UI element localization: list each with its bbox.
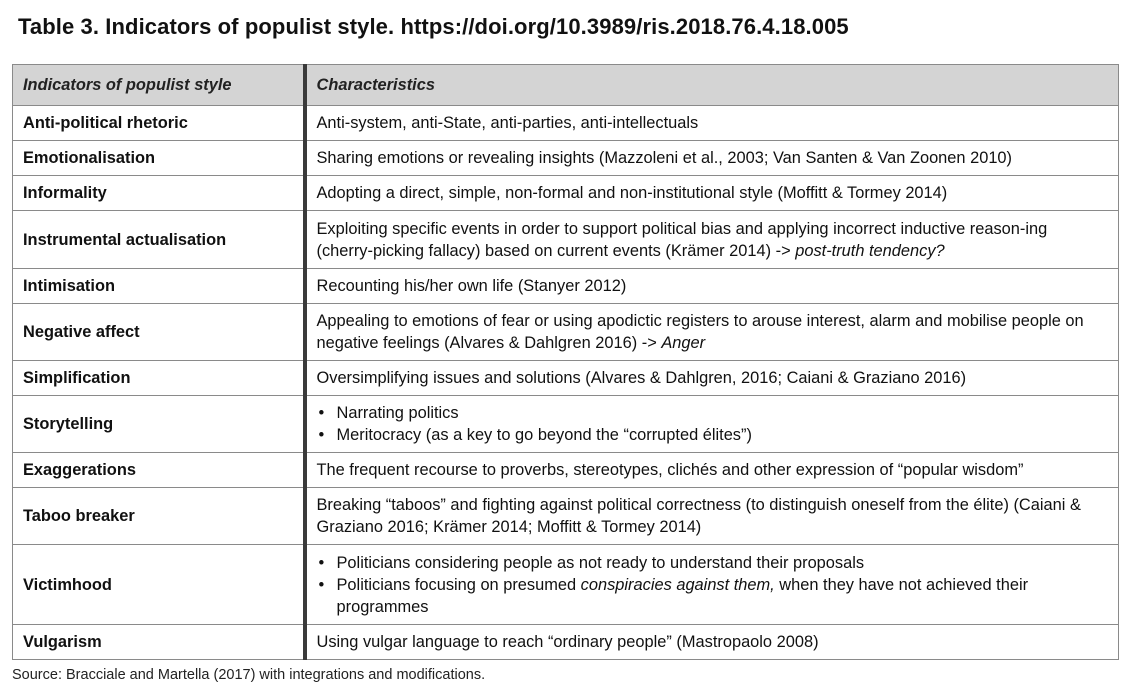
bullet-emphasis: conspiracies against them, <box>580 575 775 594</box>
characteristic-text: Appealing to emotions of fear or using apodictic registers to arouse interest, alarm and mobilise people on negative feelings (Alvares & Dahlgren 2016) -> <box>316 312 1084 352</box>
table-row <box>13 176 1119 211</box>
indicator-cell: Negative affect <box>13 304 305 361</box>
characteristic-cell: Breaking “taboos” and fighting against political correctness (to distinguish oneself from the élite) (Caiani & Graziano 2016; Krämer 2014; Moffitt & Tormey 2014) <box>305 488 1119 545</box>
source-note: Source: Bracciale and Martella (2017) with integrations and modifications. <box>12 667 486 683</box>
characteristic-text: Exploiting specific events in order to support political bias and applying incorrect inductive reason-ing (cherry-picking fallacy) based on current events (Krämer 2014) -> <box>316 219 1048 260</box>
bullet-text-tail: when they have not achieved their programmes <box>336 575 1029 616</box>
indicator-cell: Simplification <box>13 361 305 396</box>
table-row <box>13 545 1119 625</box>
characteristic-cell: The frequent recourse to proverbs, stereotypes, clichés and other expression of “popular wisdom” <box>305 453 1119 488</box>
bullet-item: • Meritocracy (as a key to go beyond the “corrupted élites”) <box>317 424 1109 446</box>
characteristic-cell: Adopting a direct, simple, non-formal and non-institutional style (Moffitt & Tormey 2014) <box>305 176 1119 211</box>
table-row <box>13 211 1119 269</box>
bullet-item <box>317 574 1109 618</box>
bullet-text: Politicians focusing on presumed <box>336 575 581 594</box>
table-row <box>13 625 1119 660</box>
indicator-cell: Instrumental actualisation <box>13 211 305 269</box>
table-row <box>13 141 1119 176</box>
indicator-cell: Victimhood <box>13 545 305 625</box>
characteristic-cell: Anti-system, anti-State, anti-parties, anti-intellectuals <box>305 106 1119 141</box>
characteristic-cell: Sharing emotions or revealing insights (Mazzoleni et al., 2003; Van Santen & Van Zoonen 2010) <box>305 141 1119 176</box>
characteristic-cell: Oversimplifying issues and solutions (Alvares & Dahlgren, 2016; Caiani & Graziano 2016) <box>305 361 1119 396</box>
indicator-cell: Intimisation <box>13 269 305 304</box>
header-characteristics: Characteristics <box>305 65 1119 106</box>
table-row <box>13 488 1119 545</box>
table-row <box>13 269 1119 304</box>
indicator-cell: Informality <box>13 176 305 211</box>
bullet-list <box>317 402 1109 446</box>
characteristic-cell <box>305 304 1119 361</box>
table-title: Table 3. Indicators of populist style. https://doi.org/10.3989/ris.2018.76.4.18.005 <box>18 14 849 39</box>
bullet-list <box>317 552 1109 618</box>
table-header-row <box>13 65 1119 106</box>
characteristic-emphasis: post-truth tendency? <box>795 241 945 260</box>
indicator-cell: Taboo breaker <box>13 488 305 545</box>
indicators-table <box>12 64 1119 660</box>
header-indicators: Indicators of populist style <box>13 65 305 106</box>
table-row <box>13 106 1119 141</box>
table-row <box>13 453 1119 488</box>
table-row <box>13 361 1119 396</box>
indicator-cell: Vulgarism <box>13 625 305 660</box>
characteristic-cell <box>305 211 1119 269</box>
table-row <box>13 396 1119 453</box>
characteristic-cell <box>305 545 1119 625</box>
bullet-item: • Narrating politics <box>317 402 1109 424</box>
indicator-cell: Emotionalisation <box>13 141 305 176</box>
table-row <box>13 304 1119 361</box>
characteristic-cell: Recounting his/her own life (Stanyer 2012) <box>305 269 1119 304</box>
indicator-cell: Storytelling <box>13 396 305 453</box>
characteristic-cell: Using vulgar language to reach “ordinary people” (Mastropaolo 2008) <box>305 625 1119 660</box>
bullet-item: • Politicians considering people as not ready to understand their proposals <box>317 552 1109 574</box>
characteristic-emphasis: Anger <box>661 334 706 352</box>
characteristic-cell <box>305 396 1119 453</box>
indicator-cell: Anti-political rhetoric <box>13 106 305 141</box>
indicator-cell: Exaggerations <box>13 453 305 488</box>
